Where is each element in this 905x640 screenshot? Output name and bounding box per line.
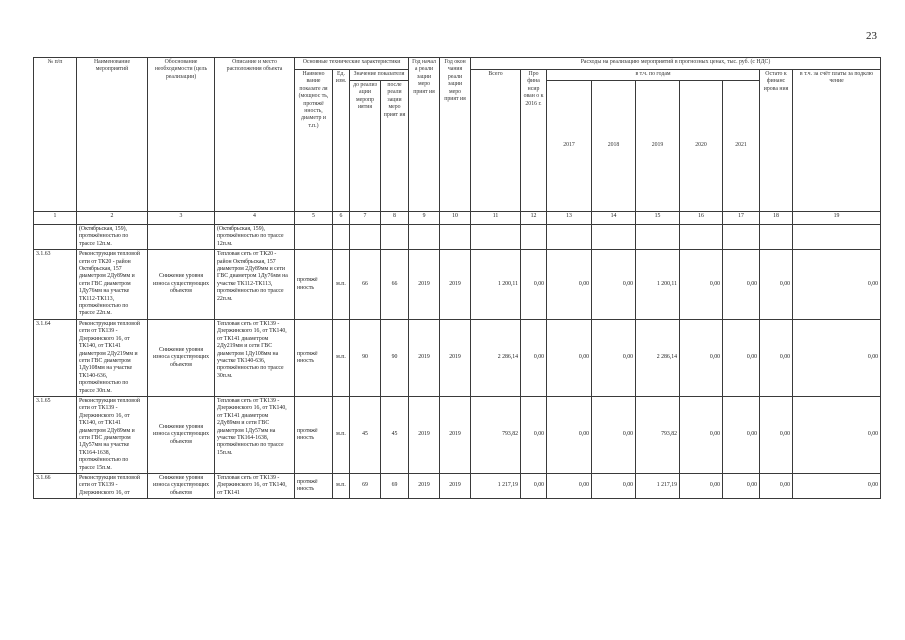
header-costs-group: Расходы на реализацию мероприятий в прогнозных ценах, тыс. руб. (с НДС) bbox=[471, 58, 881, 70]
column-number: 6 bbox=[333, 212, 350, 225]
row-year-start: 2019 bbox=[409, 319, 440, 396]
row-2019: 793,82 bbox=[636, 396, 680, 473]
header-remaining: Остато к финанс ирова ния bbox=[760, 70, 793, 212]
header-unit: Ед. изм. bbox=[333, 70, 350, 212]
row-2020: 0,00 bbox=[680, 474, 723, 499]
row-after: 66 bbox=[381, 250, 409, 320]
row-id: 3.1.66 bbox=[34, 474, 77, 499]
row-year-start: 2019 bbox=[409, 474, 440, 499]
row-including: 0,00 bbox=[793, 396, 881, 473]
row-2017: 0,00 bbox=[547, 396, 592, 473]
row-description: Тепловая сеть от ТК20 - район Октябрьская, 157 диаметром 2Ду89мм и сети ГВС диаметром 1Ду76мм на участке ТК112-ТК113, протяжённостью по трассе 22п.м. bbox=[215, 250, 295, 320]
column-number: 1 bbox=[34, 212, 77, 225]
table-row bbox=[34, 396, 881, 473]
row-2020: 0,00 bbox=[680, 396, 723, 473]
header-name: Наименование мероприятий bbox=[77, 58, 148, 212]
row-before: 69 bbox=[350, 474, 381, 499]
row-2020: 0,00 bbox=[680, 250, 723, 320]
row-after: 45 bbox=[381, 396, 409, 473]
header-description: Описание и место расположения объекта bbox=[215, 58, 295, 212]
row-financed: 0,00 bbox=[521, 396, 547, 473]
column-number: 2 bbox=[77, 212, 148, 225]
column-number: 8 bbox=[381, 212, 409, 225]
header-by-years: в т.ч. по годам bbox=[547, 70, 760, 81]
column-number: 11 bbox=[471, 212, 521, 225]
row-description: Тепловая сеть от ТК139 - Дзержинского 16, от ТК140, от ТК141 диаметром 2Ду89мм и сети ГВС диаметром 1Ду57мм на участке ТК164-1638, протяжённостью по трассе 15п.м. bbox=[215, 396, 295, 473]
column-number: 19 bbox=[793, 212, 881, 225]
row-2018: 0,00 bbox=[592, 396, 636, 473]
row-unit: м.п. bbox=[333, 396, 350, 473]
header-value-before: до реализ ации меропр иятия bbox=[350, 81, 381, 212]
row-including: 0,00 bbox=[793, 474, 881, 499]
row-id: 3.1.64 bbox=[34, 319, 77, 396]
row-id: 3.1.65 bbox=[34, 396, 77, 473]
row-before: 45 bbox=[350, 396, 381, 473]
header-value-group: Значение показателя bbox=[350, 70, 409, 81]
header-year-2018: 2018 bbox=[592, 81, 636, 212]
column-number: 5 bbox=[295, 212, 333, 225]
row-indicator: протяжё нность bbox=[295, 319, 333, 396]
header-year-2021: 2021 bbox=[723, 81, 760, 212]
row-2017: 0,00 bbox=[547, 250, 592, 320]
row-financed: 0,00 bbox=[521, 250, 547, 320]
table-row bbox=[34, 250, 881, 320]
row-before: 90 bbox=[350, 319, 381, 396]
header-reason: Обоснование необходимости (цель реализации) bbox=[148, 58, 215, 212]
column-number: 7 bbox=[350, 212, 381, 225]
row-name: Реконструкция тепловой сети от ТК139 - Дзержинского 16, от ТК140, от ТК141 диаметром 2Ду219мм и сети ГВС диаметром 1Ду108мм на участке ТК140-636, протяжённостью по трассе 30п.м. bbox=[77, 319, 148, 396]
column-number: 10 bbox=[440, 212, 471, 225]
row-after: 90 bbox=[381, 319, 409, 396]
row-id: 3.1.63 bbox=[34, 250, 77, 320]
investment-table bbox=[33, 57, 881, 499]
row-2021: 0,00 bbox=[723, 474, 760, 499]
row-total: 793,82 bbox=[471, 396, 521, 473]
row-unit: м.п. bbox=[333, 250, 350, 320]
header-tech-group: Основные технические характеристики bbox=[295, 58, 409, 70]
row-unit: м.п. bbox=[333, 474, 350, 499]
row-indicator: протяжё нность bbox=[295, 474, 333, 499]
row-after: 69 bbox=[381, 474, 409, 499]
row-year-end: 2019 bbox=[440, 474, 471, 499]
table-row-continuation bbox=[34, 225, 881, 250]
row-remaining: 0,00 bbox=[760, 474, 793, 499]
header-year-start: Год начал а реали зации меро прият ия bbox=[409, 58, 440, 212]
header-financed: Про фина нсир ован о к 2016 г. bbox=[521, 70, 547, 212]
row-name: Реконструкция тепловой сети от ТК139 - Дзержинского 16, от ТК140, от ТК141 диаметром 2Ду89мм и сети ГВС диаметром 1Ду57мм на участке ТК164-1638, протяжённостью по трассе 15п.м. bbox=[77, 396, 148, 473]
row-2019: 1 200,11 bbox=[636, 250, 680, 320]
column-number: 17 bbox=[723, 212, 760, 225]
row-financed: 0,00 bbox=[521, 319, 547, 396]
row-description: Тепловая сеть от ТК139 - Дзержинского 16, от ТК140, от ТК141 диаметром 2Ду219мм и сети ГВС диаметром 1Ду108мм на участке ТК140-636, протяжённостью по трассе 30п.м. bbox=[215, 319, 295, 396]
header-indicator: Наимено вание показате ля (мощнос ть, протяжё нность, диаметр и т.п.) bbox=[295, 70, 333, 212]
row-total: 1 200,11 bbox=[471, 250, 521, 320]
row-2018: 0,00 bbox=[592, 250, 636, 320]
row-including: 0,00 bbox=[793, 250, 881, 320]
row-2019: 2 286,14 bbox=[636, 319, 680, 396]
row-remaining: 0,00 bbox=[760, 250, 793, 320]
page-number: 23 bbox=[866, 30, 877, 42]
header-number: № п/п bbox=[34, 58, 77, 212]
header-year-2019: 2019 bbox=[636, 81, 680, 212]
row-reason: Снижение уровня износа существующих объектов bbox=[148, 250, 215, 320]
column-number: 9 bbox=[409, 212, 440, 225]
row-year-end: 2019 bbox=[440, 396, 471, 473]
row-name: (Октябрьская, 159), протяжённостью по трассе 12п.м. bbox=[77, 225, 148, 250]
row-2021: 0,00 bbox=[723, 396, 760, 473]
column-number: 12 bbox=[521, 212, 547, 225]
row-2018: 0,00 bbox=[592, 474, 636, 499]
row-including: 0,00 bbox=[793, 319, 881, 396]
row-2020: 0,00 bbox=[680, 319, 723, 396]
row-name: Реконструкция тепловой сети от ТК139 - Дзержинского 16, от bbox=[77, 474, 148, 499]
table-row bbox=[34, 474, 881, 499]
column-number: 16 bbox=[680, 212, 723, 225]
column-number: 15 bbox=[636, 212, 680, 225]
column-number: 13 bbox=[547, 212, 592, 225]
row-year-end: 2019 bbox=[440, 250, 471, 320]
row-2018: 0,00 bbox=[592, 319, 636, 396]
row-remaining: 0,00 bbox=[760, 396, 793, 473]
row-total: 2 286,14 bbox=[471, 319, 521, 396]
header-including: в т.ч. за счёт платы за подклю чение bbox=[793, 70, 881, 212]
column-number: 4 bbox=[215, 212, 295, 225]
header-total: Всего bbox=[471, 70, 521, 212]
row-year-start: 2019 bbox=[409, 396, 440, 473]
row-reason: Снижение уровня износа существующих объектов bbox=[148, 396, 215, 473]
table-row bbox=[34, 319, 881, 396]
row-financed: 0,00 bbox=[521, 474, 547, 499]
row-description: (Октябрьская, 159), протяжённостью по трассе 12п.м. bbox=[215, 225, 295, 250]
row-before: 66 bbox=[350, 250, 381, 320]
column-number: 3 bbox=[148, 212, 215, 225]
row-unit: м.п. bbox=[333, 319, 350, 396]
row-indicator: протяжё нность bbox=[295, 250, 333, 320]
row-year-end: 2019 bbox=[440, 319, 471, 396]
column-number: 18 bbox=[760, 212, 793, 225]
column-number-row bbox=[34, 212, 881, 225]
header-value-after: после реали зации меро прият ия bbox=[381, 81, 409, 212]
row-remaining: 0,00 bbox=[760, 319, 793, 396]
row-indicator: протяжё нность bbox=[295, 396, 333, 473]
row-total: 1 217,19 bbox=[471, 474, 521, 499]
row-year-start: 2019 bbox=[409, 250, 440, 320]
header-year-2020: 2020 bbox=[680, 81, 723, 212]
row-2019: 1 217,19 bbox=[636, 474, 680, 499]
row-reason: Снижение уровня износа существующих объектов bbox=[148, 474, 215, 499]
row-2017: 0,00 bbox=[547, 474, 592, 499]
row-reason: Снижение уровня износа существующих объектов bbox=[148, 319, 215, 396]
row-2021: 0,00 bbox=[723, 250, 760, 320]
header-year-2017: 2017 bbox=[547, 81, 592, 212]
row-2017: 0,00 bbox=[547, 319, 592, 396]
header-year-end: Год окон чания реали зации меро прият ия bbox=[440, 58, 471, 212]
column-number: 14 bbox=[592, 212, 636, 225]
row-name: Реконструкция тепловой сети от ТК20 - район Октябрьская, 157 диаметром 2Ду89мм и сети ГВС диаметром 1Ду76мм на участке ТК112-ТК113, протяжённостью по трассе 22п.м. bbox=[77, 250, 148, 320]
row-2021: 0,00 bbox=[723, 319, 760, 396]
row-description: Тепловая сеть от ТК139 - Дзержинского 16, от ТК140, от ТК141 bbox=[215, 474, 295, 499]
